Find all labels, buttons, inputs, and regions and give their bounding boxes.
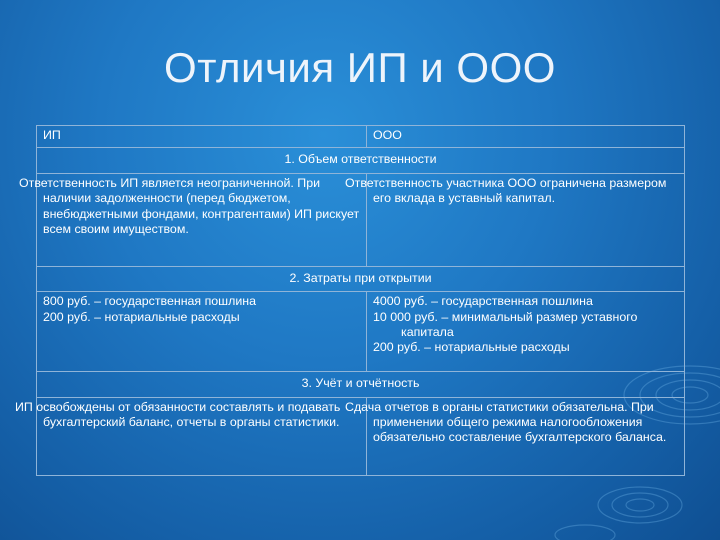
slide-title: Отличия ИП и ООО (164, 44, 556, 91)
ip-liability-cell (19, 173, 367, 266)
ooo-reporting-cell (345, 397, 685, 475)
ip-costs-cell (37, 292, 367, 372)
header-ip: ИП (37, 126, 367, 148)
section-title-reporting: 3. Учёт и отчётность (37, 372, 685, 397)
section-row (37, 148, 685, 173)
table-row (37, 397, 685, 475)
ooo-costs-cell (367, 292, 685, 372)
section-title-liability: 1. Объем ответственности (37, 148, 685, 173)
section-title-costs: 2. Затраты при открытии (37, 266, 685, 291)
table-row (37, 173, 685, 266)
ip-reporting-text: ИП освобождены от обязанности составлять и подавать бухгалтерский баланс, отчеты в органы статистики. (15, 399, 341, 430)
ooo-cost-item: 200 руб. – нотариальные расходы (373, 340, 570, 355)
ip-reporting-cell (15, 397, 367, 475)
ooo-liability-text: Ответственность участника ООО ограничена размером его вклада в уставный капитал. (345, 175, 667, 206)
comparison-table (15, 125, 685, 476)
ip-cost-item: 200 руб. – нотариальные расходы (43, 309, 240, 324)
table-row (37, 292, 685, 372)
section-row (37, 372, 685, 397)
ip-cost-item: 800 руб. – государственная пошлина (43, 294, 257, 309)
ooo-cost-item: 10 000 руб. – минимальный размер уставного капитала (373, 309, 638, 340)
ooo-reporting-text: Сдача отчетов в органы статистики обязательна. При применении общего режима налогообложения обязательно составление бухгалтерского баланса. (345, 399, 667, 445)
section-row (37, 266, 685, 291)
ooo-liability-cell (345, 173, 685, 266)
ooo-cost-item: 4000 руб. – государственная пошлина (373, 294, 593, 309)
ip-liability-text: Ответственность ИП является неограниченной. При наличии задолженности (перед бюджетом, внебюджетными фондами, контрагентами) ИП рискует всем своим имуществом. (19, 175, 360, 237)
header-ooo: ООО (367, 126, 685, 148)
table-header-row (37, 126, 685, 148)
